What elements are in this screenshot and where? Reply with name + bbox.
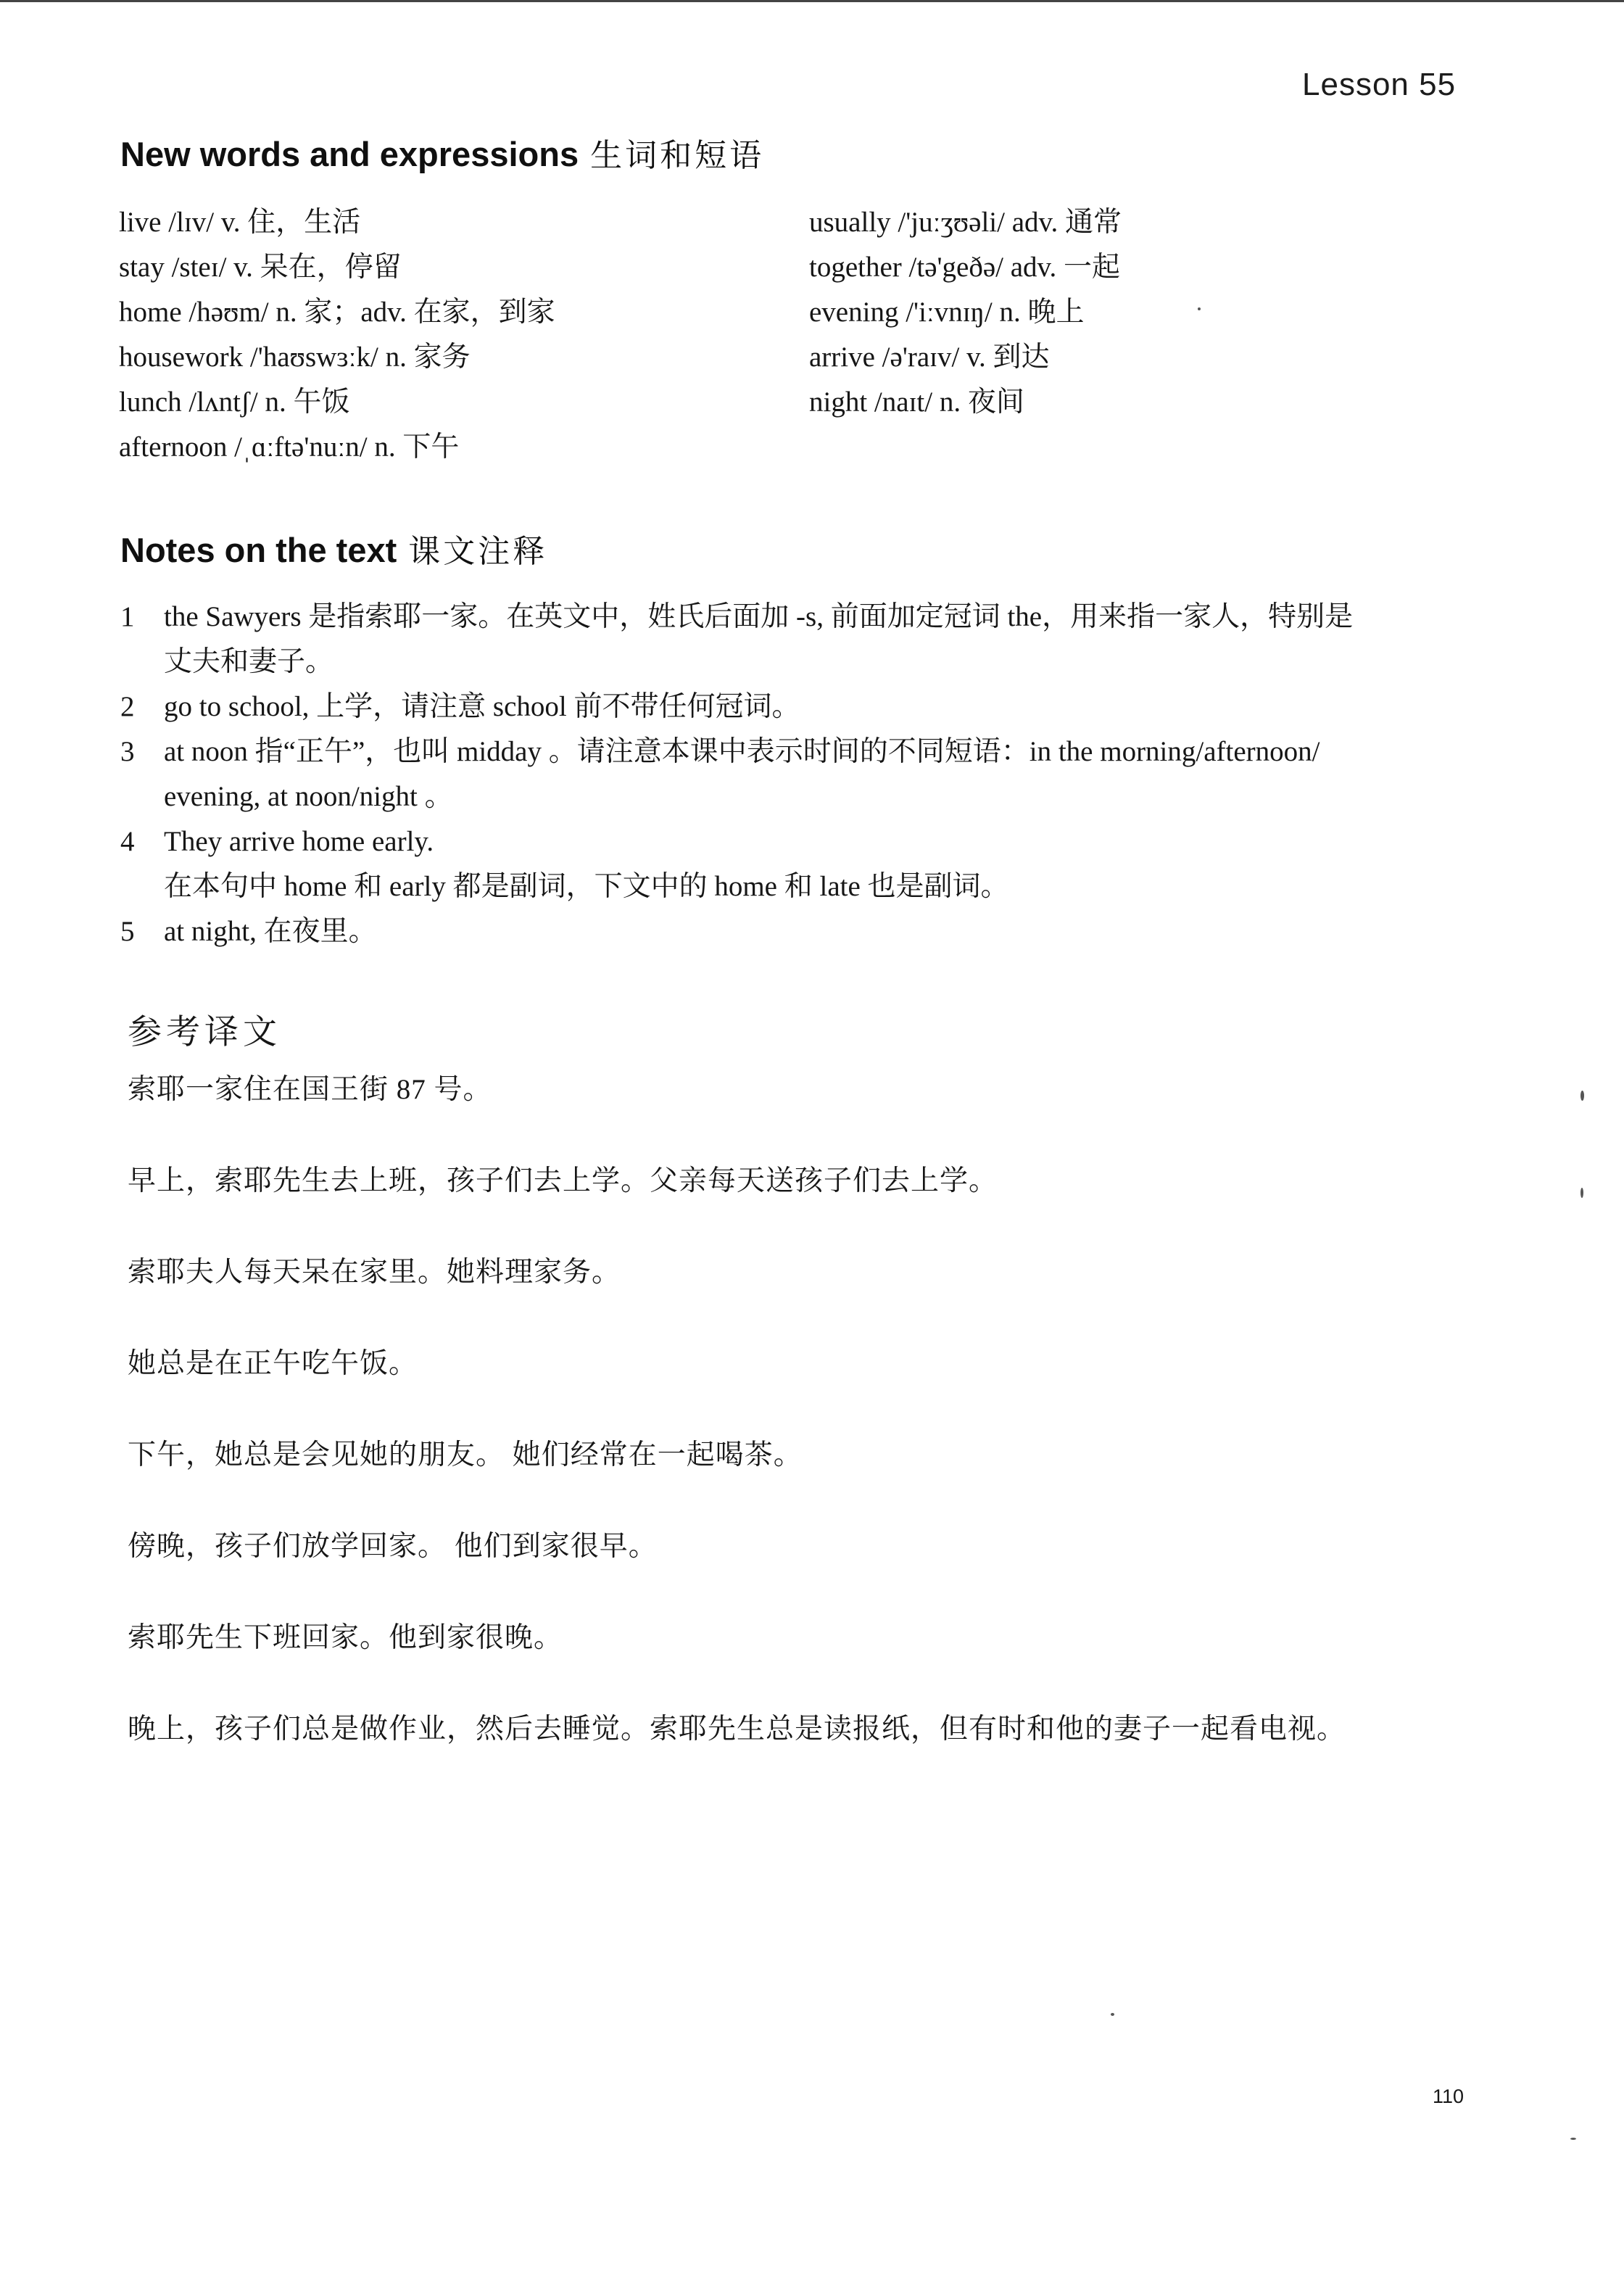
lesson-label: Lesson 55 <box>1302 67 1457 102</box>
translation-paragraph: 早上，索耶先生去上班，孩子们去上学。父亲每天送孩子们去上学。 <box>128 1165 998 1196</box>
translation-paragraph: 下午，她总是会见她的朋友。 她们经常在一起喝茶。 <box>128 1439 803 1471</box>
vocab-item: evening /'iːvnɪŋ/ n. 晚上 <box>809 297 1085 328</box>
vocab-item: lunch /lʌntʃ/ n. 午饭 <box>119 386 350 418</box>
note-item <box>120 819 1469 909</box>
scan-speck <box>1111 2013 1114 2016</box>
note-number: 3 <box>120 736 135 767</box>
new-words-heading <box>120 129 764 175</box>
vocab-item: home /həʊm/ n. 家；adv. 在家，到家 <box>119 297 555 328</box>
translation-paragraph: 傍晚，孩子们放学回家。 他们到家很早。 <box>128 1531 658 1562</box>
notes-heading <box>120 525 547 571</box>
note-number: 2 <box>120 691 135 722</box>
vocab-item: live /lɪv/ v. 住，生活 <box>119 207 361 238</box>
translation-paragraph: 索耶先生下班回家。他到家很晚。 <box>128 1622 563 1653</box>
vocab-item: night /naɪt/ n. 夜间 <box>809 386 1024 418</box>
note-line: 在本句中 home 和 early 都是副词，下文中的 home 和 late 也是副词。 <box>164 871 1009 902</box>
vocab-item: together /tə'geðə/ adv. 一起 <box>809 252 1121 283</box>
vocab-item: housework /'haʊswɜːk/ n. 家务 <box>119 342 471 373</box>
vocab-item: usually /'juːʒʊəli/ adv. 通常 <box>809 207 1122 238</box>
new-words-heading-en: New words and expressions <box>120 135 579 173</box>
note-number: 4 <box>120 826 135 857</box>
scan-speck <box>1580 1091 1584 1101</box>
translation-paragraph: 索耶夫人每天呆在家里。她料理家务。 <box>128 1257 621 1288</box>
top-border-line <box>0 0 1624 2</box>
note-line: 丈夫和妻子。 <box>164 646 334 677</box>
note-item <box>120 909 1469 954</box>
note-line: at noon 指“正午”，也叫 midday 。请注意本课中表示时间的不同短语：in the morning/afternoon/ <box>164 736 1320 767</box>
note-line: evening, at noon/night 。 <box>164 781 453 812</box>
translation-paragraph: 索耶一家住在国王街 87 号。 <box>128 1074 492 1105</box>
note-item <box>120 595 1469 685</box>
vocab-item: stay /steɪ/ v. 呆在，停留 <box>119 252 402 283</box>
note-number: 1 <box>120 601 135 632</box>
note-line: They arrive home early. <box>164 826 434 857</box>
page-number: 110 <box>1433 2085 1464 2107</box>
translation-title: 参考译文 <box>128 1012 281 1052</box>
notes-list <box>120 595 1469 954</box>
translation-section <box>128 1012 1505 1798</box>
translation-paragraph: 晚上，孩子们总是做作业，然后去睡觉。索耶先生总是读报纸，但有时和他的妻子一起看电视。 <box>128 1713 1346 1745</box>
vocab-item: afternoon /ˌɑːftə'nuːn/ n. 下午 <box>119 431 460 463</box>
note-line: at night, 在夜里。 <box>164 916 377 947</box>
scan-speck <box>1198 307 1201 310</box>
scan-speck <box>1570 2138 1576 2140</box>
note-item <box>120 729 1469 819</box>
note-item <box>120 685 1469 729</box>
notes-heading-zh: 课文注释 <box>408 533 548 570</box>
vocab-item: arrive /ə'raɪv/ v. 到达 <box>809 342 1050 373</box>
note-number: 5 <box>120 916 135 947</box>
new-words-heading-zh: 生词和短语 <box>590 137 765 174</box>
scan-speck <box>1580 1188 1583 1198</box>
note-line: go to school, 上学，请注意 school 前不带任何冠词。 <box>164 691 800 722</box>
vocab-left-column <box>119 200 555 470</box>
note-line: the Sawyers 是指索耶一家。在英文中，姓氏后面加 -s, 前面加定冠词 the，用来指一家人，特别是 <box>164 601 1354 632</box>
vocab-right-column <box>809 200 1122 425</box>
translation-paragraph: 她总是在正午吃午饭。 <box>128 1348 418 1379</box>
notes-heading-en: Notes on the text <box>120 531 397 569</box>
